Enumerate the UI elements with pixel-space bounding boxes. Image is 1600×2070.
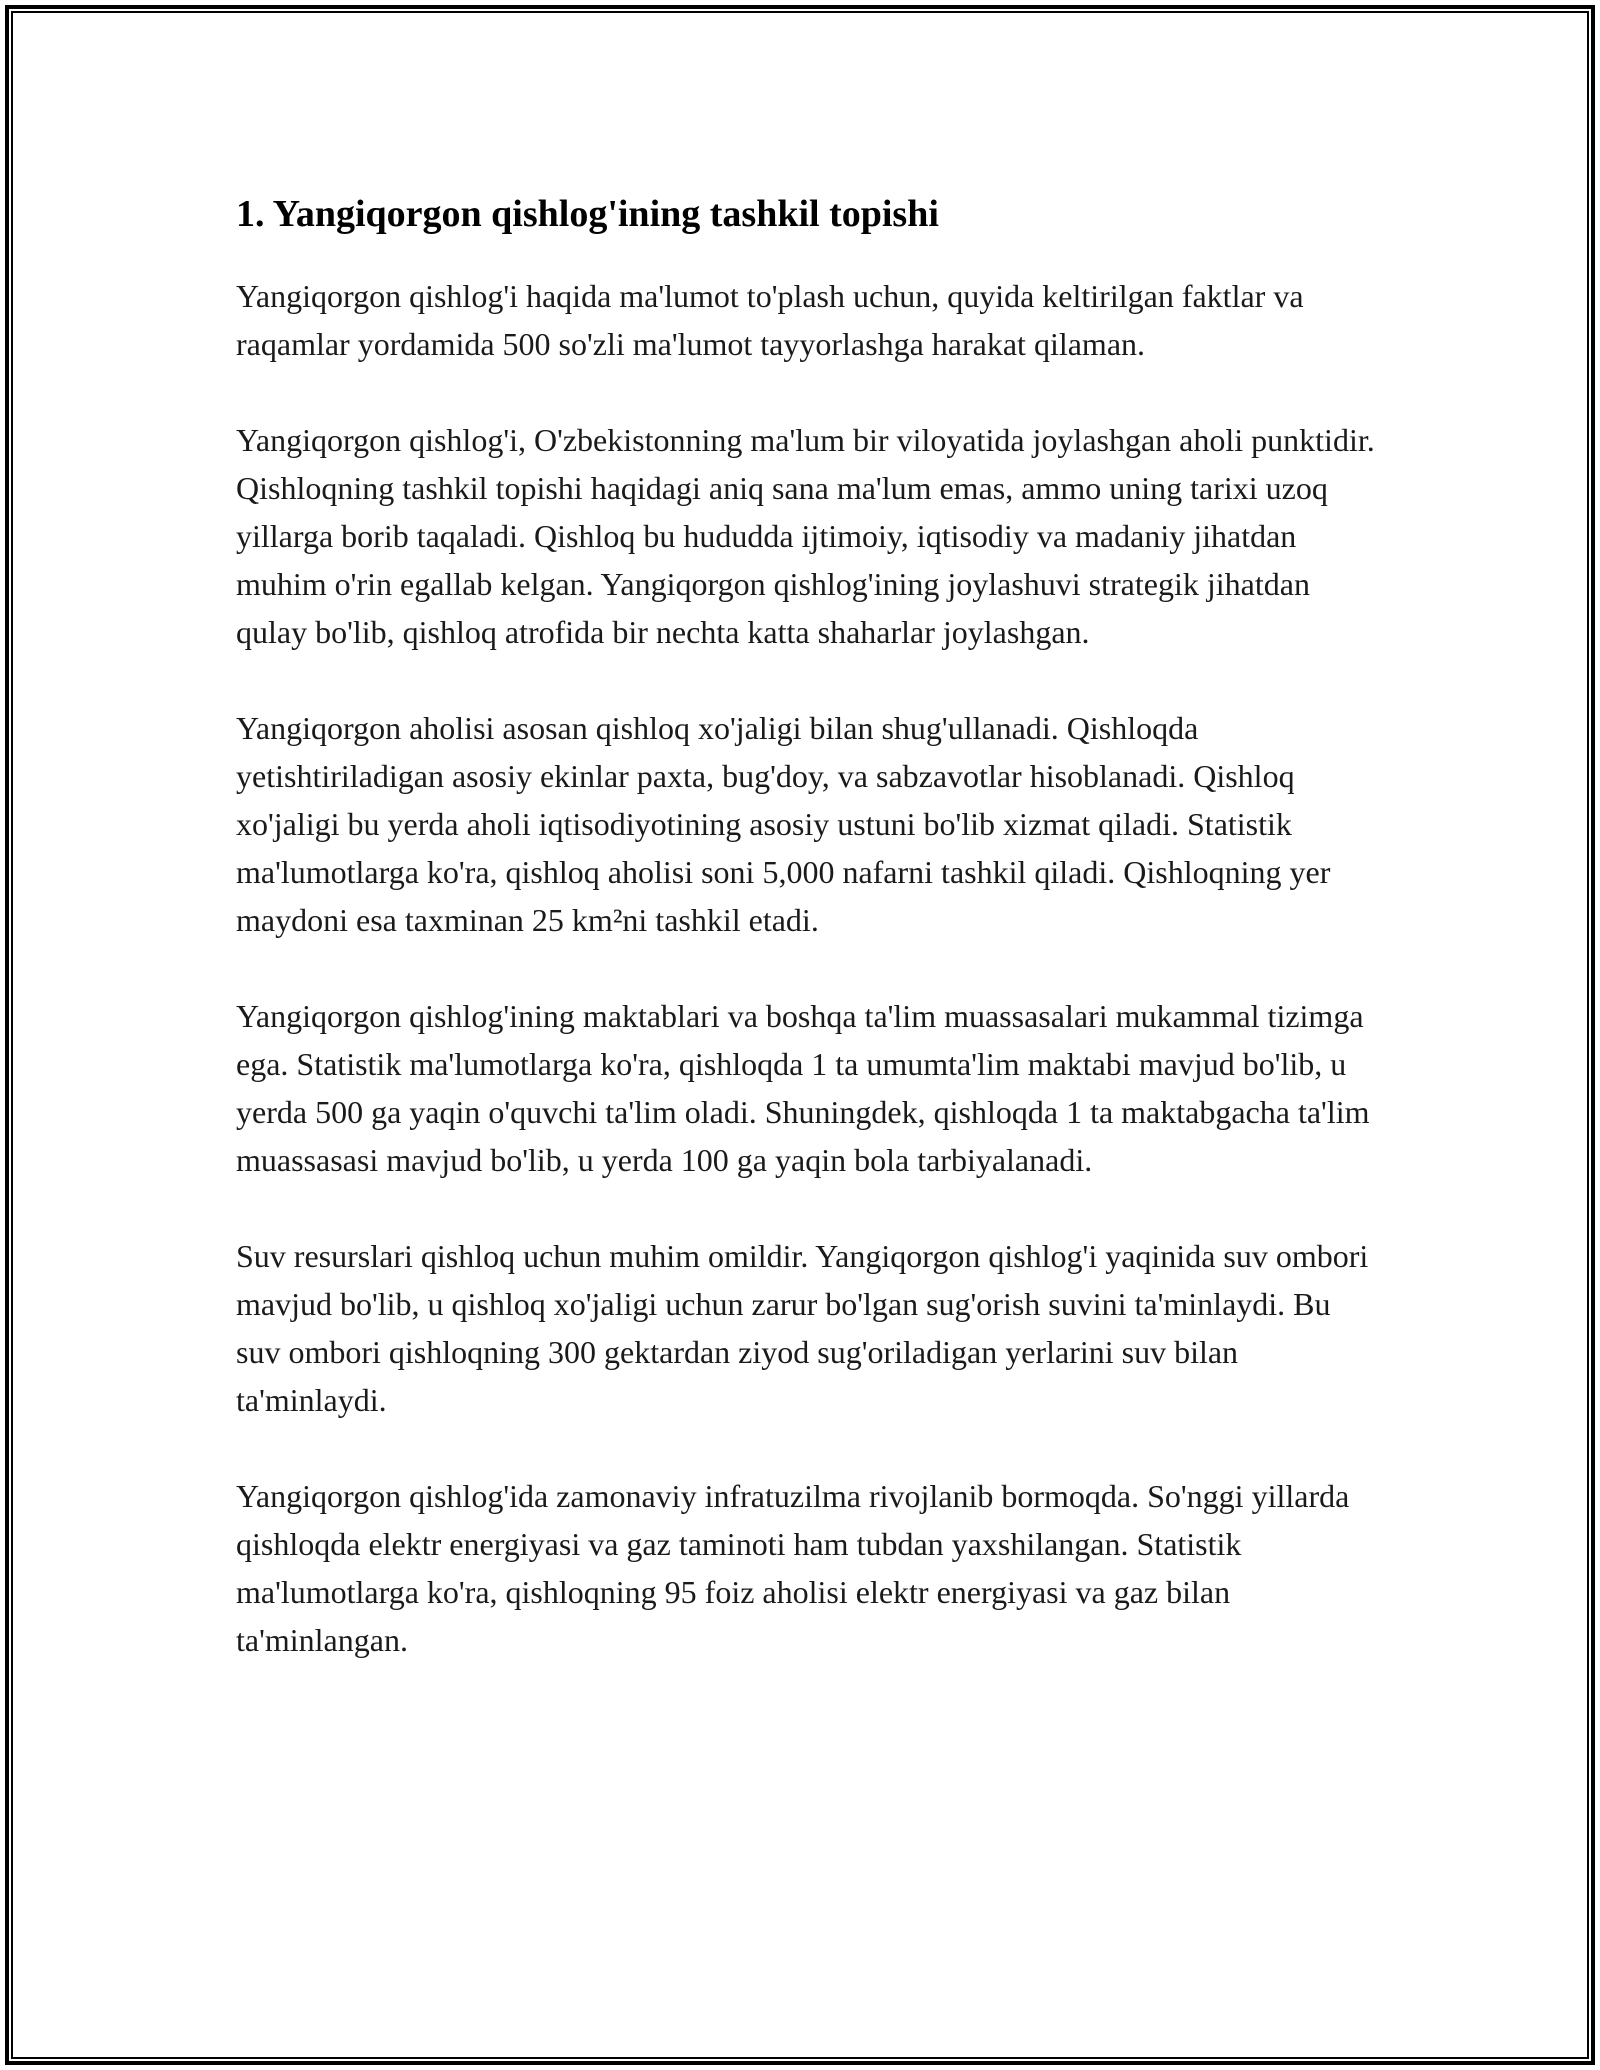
paragraph-intro: Yangiqorgon qishlog'i haqida ma'lumot to'plash uchun, quyida keltirilgan faktlar va raqamlar yordamida 500 so'zli ma'lumot tayyorlashga harakat qilaman. [236,278,1304,362]
document-body [236,186,1376,1712]
section-heading: 1. Yangiqorgon qishlog'ining tashkil topishi [236,193,939,235]
paragraph-education: Yangiqorgon qishlog'ining maktablari va boshqa ta'lim muassasalari mukammal tizimga ega. Statistik ma'lumotlarga ko'ra, qishloqda 1 ta umumta'lim maktabi mavjud bo'lib, u yerda 500 ga yaqin o'quvchi ta'lim oladi. Shuningdek, qishloqda 1 ta maktabgacha ta'lim muassasasi mavjud bo'lib, u yerda 100 ga yaqin bola tarbiyalanadi. [236,998,1370,1178]
paragraph-water: Suv resurslari qishloq uchun muhim omildir. Yangiqorgon qishlog'i yaqinida suv ombori mavjud bo'lib, u qishloq xo'jaligi uchun zarur bo'lgan sug'orish suvini ta'minlaydi. Bu suv ombori qishloqning 300 gektardan ziyod sug'oriladigan yerlarini suv bilan ta'minlaydi. [236,1238,1369,1418]
paragraph-infrastructure: Yangiqorgon qishlog'ida zamonaviy infratuzilma rivojlanib bormoqda. So'nggi yillarda qishloqda elektr energiyasi va gaz taminoti ham tubdan yaxshilangan. Statistik ma'lumotlarga ko'ra, qishloqning 95 foiz aholisi elektr energiyasi va gaz bilan ta'minlangan. [236,1478,1350,1658]
paragraph-location: Yangiqorgon qishlog'i, O'zbekistonning ma'lum bir viloyatida joylashgan aholi punktidir. Qishloqning tashkil topishi haqidagi aniq sana ma'lum emas, ammo uning tarixi uzoq yillarga borib taqaladi. Qishloq bu hududda ijtimoiy, iqtisodiy va madaniy jihatdan muhim o'rin egallab kelgan. Yangiqorgon qishlog'ining joylashuvi strategik jihatdan qulay bo'lib, qishloq atrofida bir nechta katta shaharlar joylashgan. [236,422,1375,650]
paragraph-agriculture: Yangiqorgon aholisi asosan qishloq xo'jaligi bilan shug'ullanadi. Qishloqda yetishtiriladigan asosiy ekinlar paxta, bug'doy, va sabzavotlar hisoblanadi. Qishloq xo'jaligi bu yerda aholi iqtisodiyotining asosiy ustuni bo'lib xizmat qiladi. Statistik ma'lumotlarga ko'ra, qishloq aholisi soni 5,000 nafarni tashkil qiladi. Qishloqning yer maydoni esa taxminan 25 km²ni tashkil etadi. [236,710,1331,938]
